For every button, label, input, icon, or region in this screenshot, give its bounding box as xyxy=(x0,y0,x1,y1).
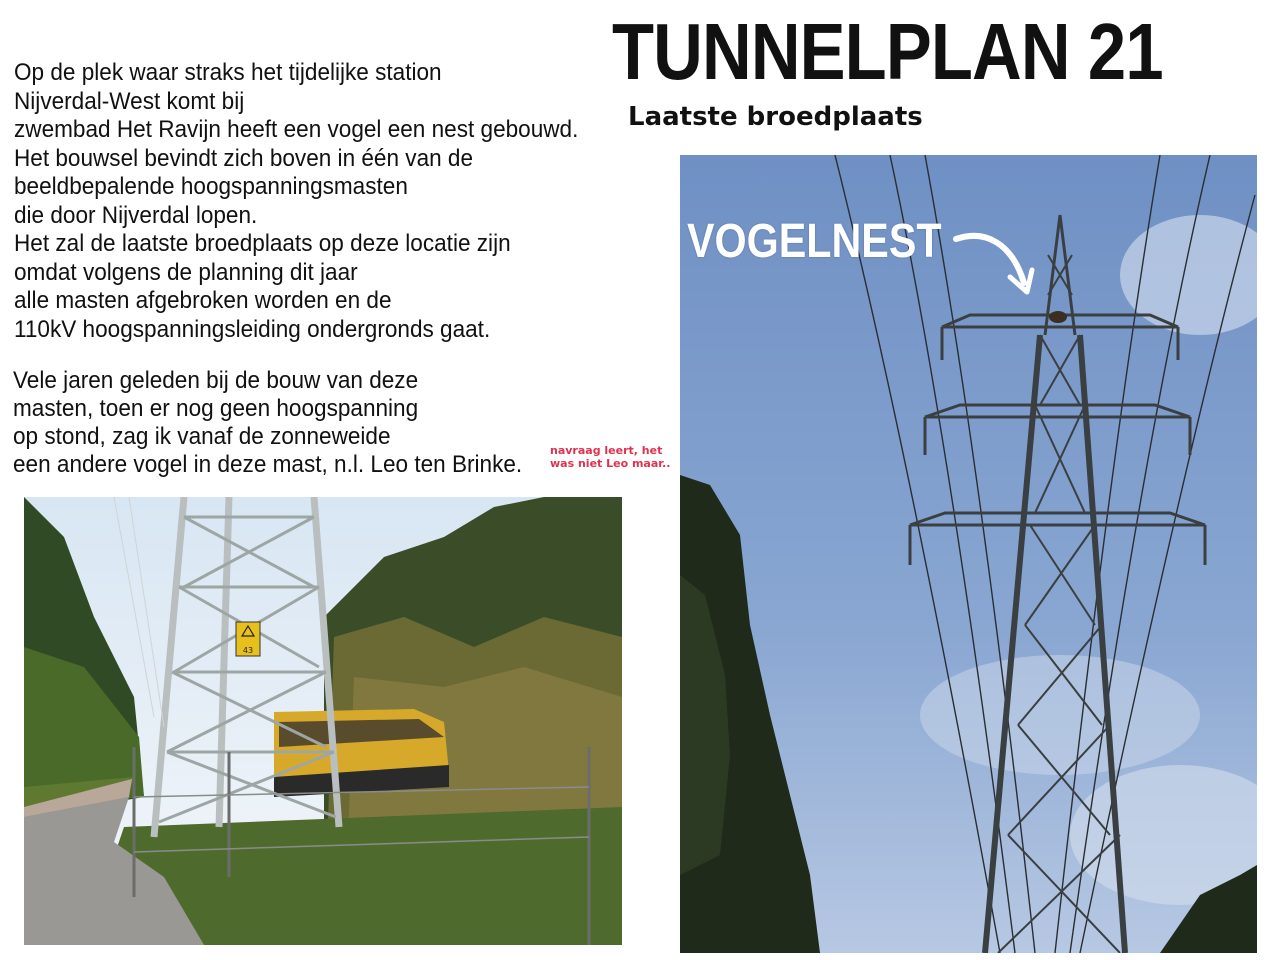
text-line: alle masten afgebroken worden en de xyxy=(14,287,392,314)
text-line: Vele jaren geleden bij de bouw van deze xyxy=(13,367,419,394)
article-paragraph-1 xyxy=(14,59,578,344)
side-note xyxy=(550,444,671,470)
text-line: Op de plek waar straks het tijdelijke station xyxy=(14,59,442,86)
text-line: zwembad Het Ravijn heeft een vogel een nest gebouwd. xyxy=(14,116,579,143)
text-line: beeldbepalende hoogspanningsmasten xyxy=(14,173,408,200)
text-line: masten, toen er nog geen hoogspanning xyxy=(13,395,419,422)
text-line: die door Nijverdal lopen. xyxy=(14,201,258,229)
nest-callout-label: VOGELNEST xyxy=(687,215,942,268)
pylon-sign-number: 43 xyxy=(242,646,254,655)
page-subtitle: Laatste broedplaats xyxy=(628,102,923,132)
text-line: op stond, zag ik vanaf de zonneweide xyxy=(13,423,391,450)
pylon-base-photo xyxy=(24,497,622,945)
page-title: TUNNELPLAN 21 xyxy=(612,7,1163,96)
article-paragraph-2 xyxy=(13,367,522,479)
text-line: Het zal de laatste broedplaats op deze locatie zijn xyxy=(14,230,511,257)
text-line: 110kV hoogspanningsleiding ondergronds gaat. xyxy=(14,315,491,343)
curved-arrow-icon xyxy=(950,225,1040,300)
note-line: was niet Leo maar.. xyxy=(550,457,671,470)
text-line: Nijverdal-West komt bij xyxy=(14,87,245,115)
text-line: omdat volgens de planning dit jaar xyxy=(14,258,358,286)
text-line: Het bouwsel bevindt zich boven in één van de xyxy=(14,144,474,172)
note-line: navraag leert, het xyxy=(550,444,663,457)
pylon-base-illustration xyxy=(24,497,622,945)
text-line: een andere vogel in deze mast, n.l. Leo ten Brinke. xyxy=(13,451,523,478)
